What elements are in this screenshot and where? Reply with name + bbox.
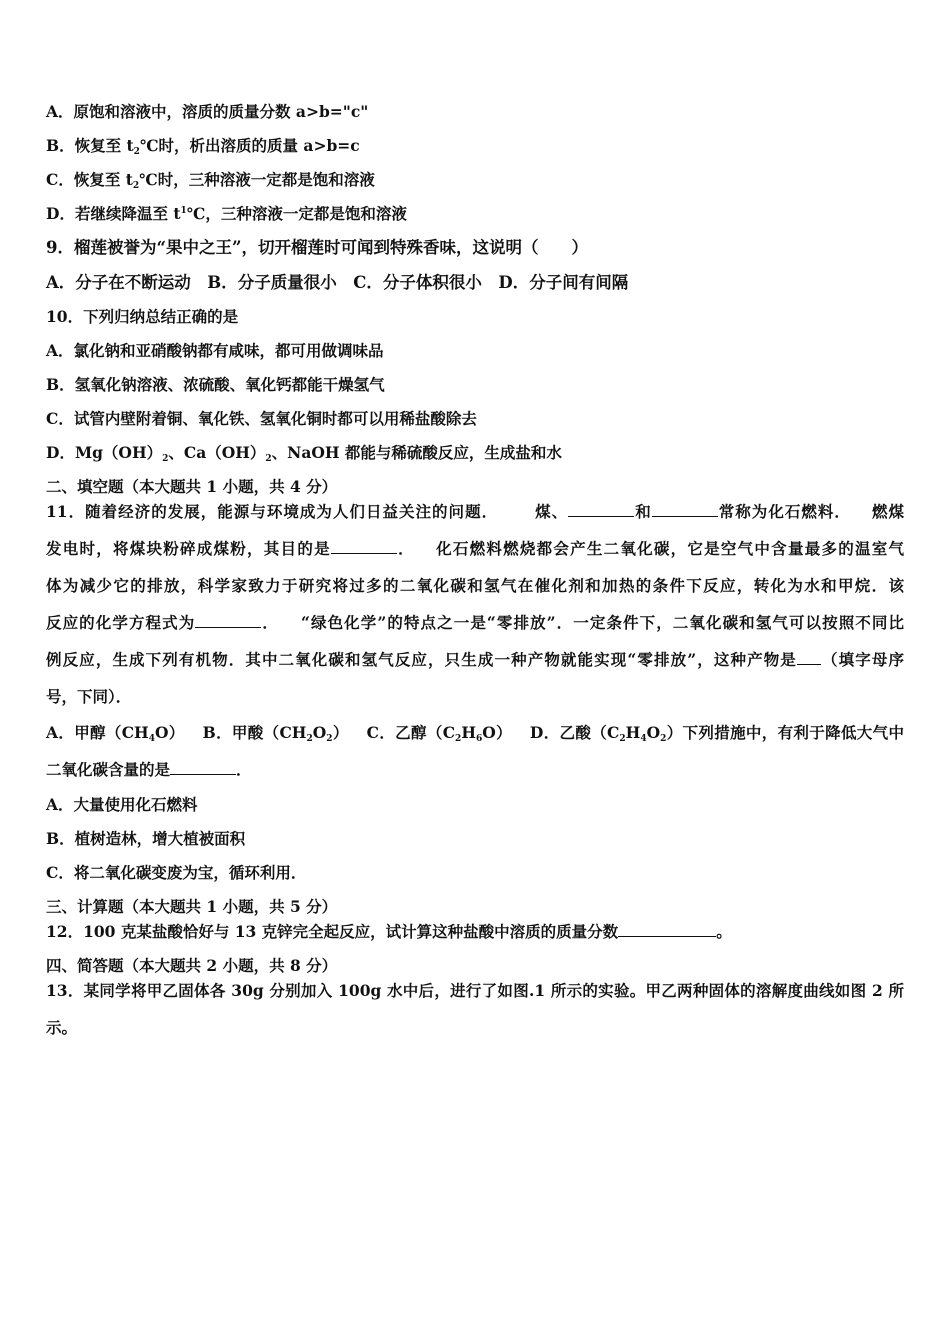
q11-line-8 bbox=[46, 760, 252, 780]
q10-option-c bbox=[46, 409, 477, 429]
q8-option-a-text: A．原饱和溶液中，溶质的质量分数 a>b="c" bbox=[46, 102, 369, 121]
q11-opt-d-sub2: 4 bbox=[640, 734, 647, 744]
q11-opt-d: D．乙酸（C bbox=[529, 723, 620, 742]
q11-opt-d-sub3: 2 bbox=[660, 734, 667, 744]
q11-line-8-period: ． bbox=[236, 760, 252, 779]
q10-option-c-text: C．试管内壁附着铜、氧化铁、氢氧化铜时都可以用稀盐酸除去 bbox=[46, 409, 477, 428]
q10-option-d bbox=[46, 443, 562, 463]
q11-line-4-text2: “绿色化学”的特点之一是“零排放”．一定条件下，二氧化碳和氢气可以按照不同比 bbox=[301, 613, 904, 632]
section-3-heading-text: 三、计算题（本大题共 1 小题，共 5 分） bbox=[46, 897, 338, 916]
q11-blank-6[interactable] bbox=[170, 760, 236, 775]
q11-line-3 bbox=[46, 576, 904, 596]
q11b-option-b-text: B．植树造林，增大植被面积 bbox=[46, 829, 246, 848]
q12 bbox=[46, 922, 732, 942]
q10-option-b bbox=[46, 375, 385, 395]
q12-text: 12．100 克某盐酸恰好与 13 克锌完全起反应，试计算这种盐酸中溶质的质量分数 bbox=[46, 922, 619, 941]
q11-line-8-text: 二氧化碳含量的是 bbox=[46, 760, 171, 779]
section-2-heading-text: 二、填空题（本大题共 1 小题，共 4 分） bbox=[46, 477, 338, 496]
q11-opt-a-end: O） bbox=[154, 723, 185, 742]
q11-line-4-text: 反应的化学方程式为 bbox=[46, 613, 196, 632]
q8-option-d bbox=[46, 204, 407, 224]
q8-option-c-text: C．恢复至 t bbox=[46, 170, 133, 189]
q11-line-1-text: 11．随着经济的发展，能源与环境成为人们日益关注的问题． bbox=[46, 502, 499, 521]
q8-option-a bbox=[46, 102, 368, 122]
q11-options bbox=[46, 723, 904, 743]
q8-option-c-sub: 2 bbox=[132, 181, 140, 191]
q11-line-2-text: 发电时，将煤块粉碎成煤粉，其目的是 bbox=[46, 539, 331, 558]
q12-blank[interactable] bbox=[618, 922, 716, 937]
q13-line-1 bbox=[46, 981, 904, 1001]
q9-stem-text: 9．榴莲被誉为“果中之王”，切开榴莲时可闻到特殊香味，这说明（ ） bbox=[46, 238, 588, 257]
q13-line-1-text: 13．某同学将甲乙固体各 30g 分别加入 100g 水中后，进行了如图.1 所示的实验。甲乙两种固体的溶解度曲线如图 2 所 bbox=[46, 981, 904, 1000]
q11b-option-b bbox=[46, 829, 245, 849]
q10-option-d-text3: 、NaOH 都能与稀硫酸反应，生成盐和水 bbox=[271, 443, 562, 462]
q11-opt-c-sub2: 6 bbox=[475, 734, 483, 744]
q8-option-d-sub: 1 bbox=[180, 205, 187, 216]
q13-line-2 bbox=[46, 1018, 77, 1038]
q11-line-1-and: 和 bbox=[634, 502, 652, 521]
q11-line-6-text: 号，下同）． bbox=[46, 687, 132, 706]
q8-option-c bbox=[46, 170, 375, 190]
q11-line-5-text2: （填字母序 bbox=[820, 650, 904, 669]
q8-option-d-text: D．若继续降温至 t bbox=[46, 204, 181, 223]
q10-stem-text: 10．下列归纳总结正确的是 bbox=[46, 307, 239, 326]
q11-opt-b-sub1: 2 bbox=[306, 734, 313, 744]
q11-blank-5[interactable] bbox=[797, 650, 821, 665]
q11-line-3-text: 体为减少它的排放，科学家致力于研究将过多的二氧化碳和氢气在催化剂和加热的条件下反应，转化为水和甲烷．该 bbox=[46, 576, 904, 595]
q10-option-d-sub1: 2 bbox=[162, 454, 169, 464]
q11-opt-c-end: O） bbox=[482, 723, 512, 742]
q11-line-1-end: 燃煤 bbox=[870, 502, 904, 521]
q9-options bbox=[46, 273, 628, 293]
q8-option-b-text: B．恢复至 t bbox=[46, 136, 134, 155]
q11-line-1-coal: 煤、 bbox=[534, 502, 569, 521]
q11-opt-d-sub1: 2 bbox=[619, 734, 626, 744]
q11-blank-3[interactable] bbox=[331, 539, 397, 554]
section-2-heading bbox=[46, 477, 337, 497]
q11b-option-a-text: A．大量使用化石燃料 bbox=[46, 795, 198, 814]
q10-option-a-text: A．氯化钠和亚硝酸钠都有咸味，都可用做调味品 bbox=[46, 341, 384, 360]
q11-opt-c-sub1: 2 bbox=[455, 734, 462, 744]
q11-opt-b-o: O bbox=[312, 723, 327, 742]
q11-opt-b: B．甲酸（CH bbox=[202, 723, 307, 742]
q8-option-c-text2: ℃时，三种溶液一定都是饱和溶液 bbox=[139, 170, 375, 189]
q9-options-text: A．分子在不断运动 B．分子质量很小 C．分子体积很小 D．分子间有间隔 bbox=[46, 273, 629, 292]
q11-line-5-text: 例反应，生成下列有机物．其中二氧化碳和氢气反应，只生成一种产物就能实现“零排放”，这种产物是 bbox=[46, 650, 797, 669]
q11-opt-a: A．甲醇（CH bbox=[46, 723, 149, 742]
q11-line-2-text2: 化石燃料燃烧都会产生二氧化碳，它是空气中含量最多的温室气 bbox=[434, 539, 904, 558]
q11-opt-c: C．乙醇（C bbox=[366, 723, 456, 742]
q11-line-1-fossil: 常称为化石燃料． bbox=[717, 502, 851, 521]
q11-line-4 bbox=[46, 613, 904, 633]
q11-opt-a-sub: 4 bbox=[148, 734, 155, 744]
q8-option-d-text2: ℃，三种溶液一定都是饱和溶液 bbox=[186, 204, 407, 223]
q8-option-b-sub: 2 bbox=[133, 147, 140, 157]
q11-opt-b-end: ） bbox=[332, 723, 349, 742]
q11-line-5 bbox=[46, 650, 904, 670]
q11-opt-d-h: H bbox=[625, 723, 641, 742]
q11b-option-a bbox=[46, 795, 198, 815]
q11b-option-c-text: C．将二氧化碳变废为宝，循环利用． bbox=[46, 863, 307, 882]
q11-opt-c-h: H bbox=[461, 723, 476, 742]
q11-opt-b-sub2: 2 bbox=[326, 734, 333, 744]
q8-option-b bbox=[46, 136, 360, 156]
q12-end: 。 bbox=[716, 922, 732, 941]
section-4-heading-text: 四、简答题（本大题共 2 小题，共 8 分） bbox=[46, 956, 338, 975]
q11-line-1 bbox=[46, 502, 904, 522]
q11b-option-c bbox=[46, 863, 306, 883]
q11-blank-1[interactable] bbox=[568, 502, 634, 517]
q11-line-2-period: ． bbox=[396, 539, 415, 558]
q11-line-6 bbox=[46, 687, 131, 707]
section-4-heading bbox=[46, 956, 337, 976]
q11-line-4-period: ． bbox=[261, 613, 279, 632]
q11-opt-d-o: O bbox=[646, 723, 661, 742]
q9-stem bbox=[46, 238, 588, 258]
q10-option-d-sub2: 2 bbox=[265, 454, 272, 464]
q11-opt-d-end: ）下列措施中，有利于降低大气中 bbox=[666, 723, 904, 742]
q8-option-b-text2: ℃时，析出溶质的质量 a>b=c bbox=[139, 136, 360, 155]
q13-line-2-text: 示。 bbox=[46, 1018, 78, 1037]
q10-stem bbox=[46, 307, 238, 327]
q10-option-d-text1: D．Mg（OH） bbox=[46, 443, 163, 462]
q10-option-a bbox=[46, 341, 384, 361]
q11-blank-4[interactable] bbox=[195, 613, 261, 628]
q11-blank-2[interactable] bbox=[652, 502, 718, 517]
q10-option-d-text2: 、Ca（OH） bbox=[168, 443, 266, 462]
section-3-heading bbox=[46, 897, 337, 917]
q11-line-2 bbox=[46, 539, 904, 559]
q10-option-b-text: B．氢氧化钠溶液、浓硫酸、氧化钙都能干燥氢气 bbox=[46, 375, 385, 394]
